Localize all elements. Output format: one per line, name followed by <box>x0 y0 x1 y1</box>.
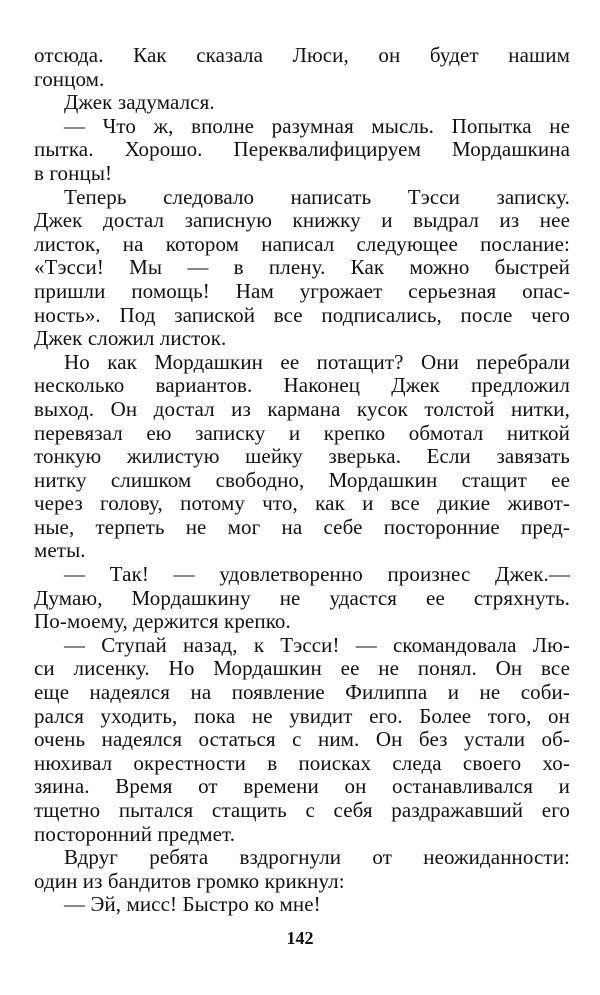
text-line: «Тэсси! Мы — в плену. Как можно быстрей <box>34 255 570 280</box>
text-line: — Так! — удовлетворенно произнес Джек.— <box>64 562 570 587</box>
text-line: — Эй, мисс! Быстро ко мне! <box>64 892 321 917</box>
text-line: несколько вариантов. Наконец Джек предложил <box>34 373 570 398</box>
text-line: один из бандитов громко крикнул: <box>34 868 345 893</box>
text-line: рался уходить, пока не увидит его. Более того, он <box>34 703 570 728</box>
text-line: нитку слишком свободно, Мордашкин стащит ее <box>34 467 570 492</box>
text-line: посторонний предмет. <box>34 821 236 846</box>
text-line: Теперь следовало написать Тэсси записку. <box>64 184 570 209</box>
text-line: через голову, потому что, как и все дикие живот- <box>34 491 570 516</box>
text-line: гонцом. <box>34 66 105 91</box>
page-number: 142 <box>286 928 314 948</box>
text-line: ные, терпеть не мог на себе посторонние пред- <box>34 514 570 539</box>
text-line: — Что ж, вполне разумная мысль. Попытка не <box>64 113 570 138</box>
text-line: По-моему, держится крепко. <box>34 609 291 634</box>
text-line: выход. Он достал из кармана кусок толстой нитки, <box>34 396 570 421</box>
text-line: Джек задумался. <box>64 90 215 115</box>
text-line: тонкую жилистую шейку зверька. Если завязать <box>34 444 570 469</box>
text-line: — Ступай назад, к Тэсси! — скомандовала Лю- <box>64 632 570 657</box>
text-line: Вдруг ребята вздрогнули от неожиданности: <box>64 845 570 870</box>
text-line: си лисенку. Но Мордашкин ее не понял. Он все <box>34 656 570 681</box>
text-line: Думаю, Мордашкину не удастся ее стряхнуть. <box>34 585 570 610</box>
text-line: пытка. Хорошо. Переквалифицируем Мордашкина <box>34 137 570 162</box>
book-page-text <box>34 44 570 917</box>
text-line: очень надеялся остаться с ним. Он без устали об- <box>34 727 570 752</box>
text-line: зяина. Время от времени он останавливался и <box>34 774 570 799</box>
text-line: перевязал ею записку и крепко обмотал ниткой <box>34 420 570 445</box>
text-line: нюхивал окрестности в поисках следа своего хо- <box>34 750 570 775</box>
text-line: Но как Мордашкин ее потащит? Они перебрали <box>64 349 570 374</box>
text-line: пришли помощь! Нам угрожает серьезная опас- <box>34 278 570 303</box>
text-line: тщетно пытался стащить с себя раздражавший его <box>34 798 570 822</box>
text-line: Джек достал записную книжку и выдрал из нее <box>34 208 570 233</box>
text-line: Джек сложил листок. <box>34 326 227 351</box>
text-line: меты. <box>34 538 86 563</box>
text-line: в гонцы! <box>34 160 113 185</box>
text-line: еще надеялся на появление Филиппа и не соби- <box>34 680 570 705</box>
text-line: отсюда. Как сказала Люси, он будет нашим <box>34 43 570 67</box>
text-line: листок, на котором написал следующее послание: <box>34 231 570 256</box>
text-line: ность». Под запиской все подписались, после чего <box>34 302 570 327</box>
